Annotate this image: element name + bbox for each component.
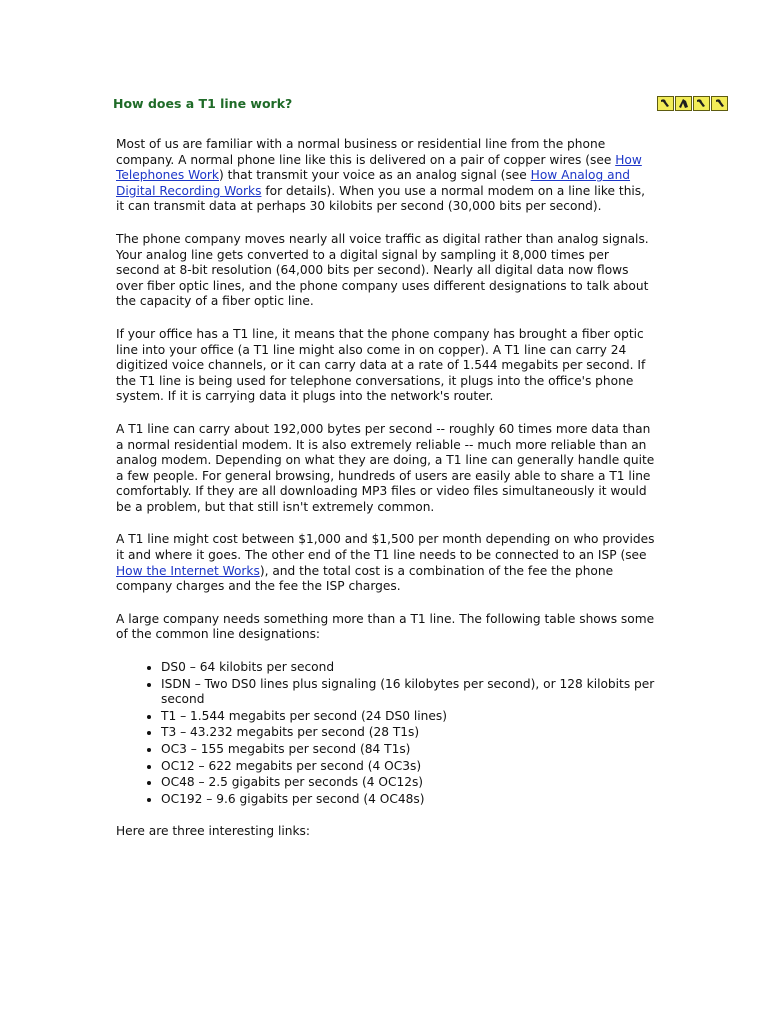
paragraph-text: Most of us are familiar with a normal business or residential line from the phone company. A normal phone line like this is delivered on a pair of copper wires (see bbox=[116, 137, 616, 167]
list-item: • ISDN – Two DS0 lines plus signaling (16 kilobytes per second), or 128 kilobits per second bbox=[161, 677, 656, 708]
paragraph: A large company needs something more than a T1 line. The following table shows some of the common line designations: bbox=[116, 611, 655, 642]
list-item: • OC48 – 2.5 gigabits per seconds (4 OC12s) bbox=[161, 775, 656, 791]
paragraph-text: ), and the total cost is a combination of the fee the phone company charges and the fee the ISP charges. bbox=[116, 563, 614, 594]
arrow-forward-icon[interactable] bbox=[711, 96, 728, 111]
paragraph-text: A T1 line might cost between $1,000 and $1,500 per month depending on who provides it and where it goes. The other end of the T1 line needs to be connected to an ISP (see bbox=[116, 532, 655, 563]
paragraph: The phone company moves nearly all voice traffic as digital rather than analog signals. Your analog line gets converted to a digital signal by sampling it 8,000 times per second at 8-bit resolution (64,000 bits per second). Nearly all digital data now flows over fiber optic lines, and the phone company uses different designations to talk about the capacity of a fiber optic line. bbox=[116, 231, 649, 309]
line-designations-list bbox=[116, 660, 656, 807]
how-telephones-work-link[interactable]: How Telephones Work bbox=[116, 152, 642, 183]
paragraph: If your office has a T1 line, it means that the phone company has brought a fiber optic line into your office (a T1 line might also come in on copper). A T1 line can carry 24 digitized voice channels, or it can carry data at a rate of 1.544 megabits per second. If the T1 line is being used for telephone conversations, it plugs into the office's phone system. If it is carrying data it plugs into the network's router. bbox=[116, 326, 646, 404]
print-icon[interactable] bbox=[675, 96, 692, 111]
arrow-right-icon[interactable] bbox=[693, 96, 710, 111]
paragraph: A T1 line can carry about 192,000 bytes per second -- roughly 60 times more data than a normal residential modem. It is also extremely reliable -- much more reliable than an analog modem. Depending on what they are doing, a T1 line can generally handle quite a few people. For general browsing, hundreds of users are easily able to share a T1 line comfortably. If they are all downloading MP3 files or video files simultaneously it would be a problem, but that still isn't extremely common. bbox=[116, 421, 655, 514]
how-the-internet-works-link[interactable]: How the Internet Works bbox=[116, 563, 260, 578]
list-item: • OC192 – 9.6 gigabits per second (4 OC48s) bbox=[161, 792, 656, 808]
list-item: • DS0 – 64 kilobits per second bbox=[161, 660, 656, 676]
list-item: • T3 – 43.232 megabits per second (28 T1s) bbox=[161, 725, 656, 741]
paragraph-text: for details). When you use a normal modem on a line like this, it can transmit data at perhaps 30 kilobits per second (30,000 bits per second). bbox=[116, 183, 646, 214]
list-item: • OC12 – 622 megabits per second (4 OC3s) bbox=[161, 759, 656, 775]
how-analog-digital-recording-works-link[interactable]: How Analog and Digital Recording Works bbox=[116, 168, 631, 198]
paragraph bbox=[116, 532, 656, 594]
page-title: How does a T1 line work? bbox=[113, 96, 293, 111]
paragraph-text: ) that transmit your voice as an analog signal (see bbox=[218, 168, 531, 183]
nav-icon-bar bbox=[657, 96, 728, 111]
list-item: • OC3 – 155 megabits per second (84 T1s) bbox=[161, 742, 656, 758]
paragraph: Here are three interesting links: bbox=[116, 824, 310, 839]
list-item: • T1 – 1.544 megabits per second (24 DS0 lines) bbox=[161, 709, 656, 725]
paragraph bbox=[116, 137, 656, 215]
article-body bbox=[116, 137, 656, 857]
arrow-left-icon[interactable] bbox=[657, 96, 674, 111]
